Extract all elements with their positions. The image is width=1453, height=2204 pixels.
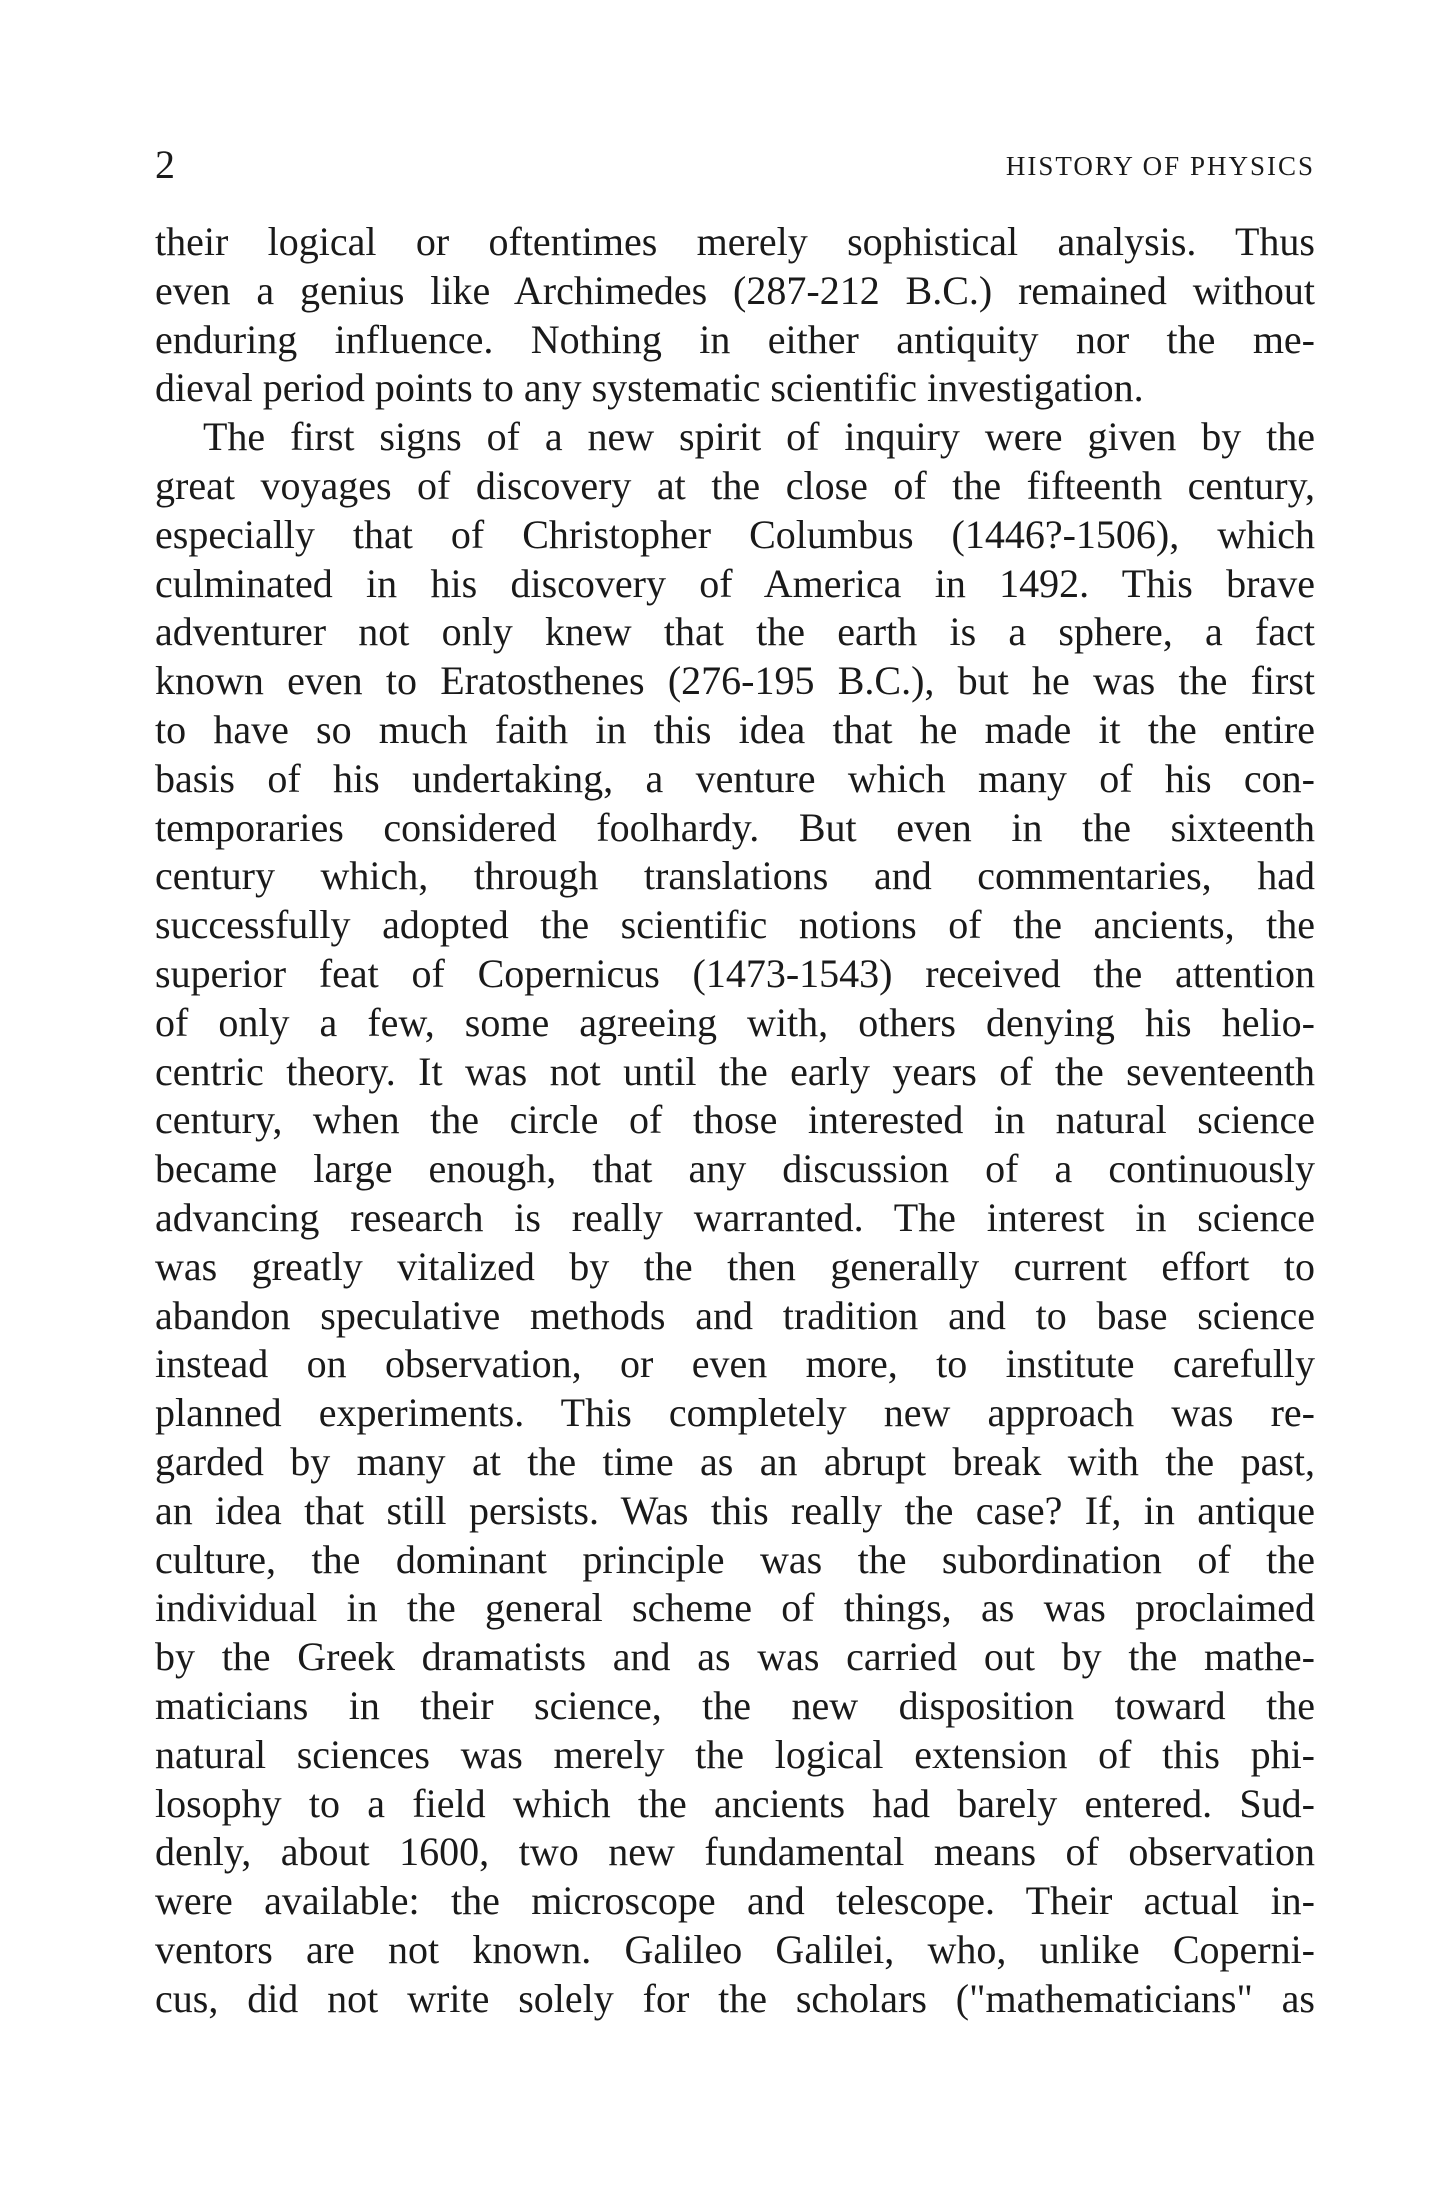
body-text: [155, 218, 1315, 2023]
page-number: 2: [155, 142, 175, 187]
text-line: culminated in his discovery of America in 1492. This brave: [155, 560, 1315, 606]
text-line: dieval period points to any systematic scientific investigation.: [155, 365, 1144, 411]
text-line: their logical or oftentimes merely sophistical analysis. Thus: [155, 219, 1315, 264]
text-line: became large enough, that any discussion of a continuously: [155, 1146, 1315, 1192]
text-line: maticians in their science, the new disposition toward the: [155, 1682, 1315, 1728]
text-line: especially that of Christopher Columbus (1446?-1506), which: [155, 511, 1315, 557]
running-title: HISTORY OF PHYSICS: [1005, 151, 1315, 181]
text-line: century, when the circle of those interested in natural science: [155, 1097, 1315, 1143]
text-line: natural sciences was merely the logical extension of this phi-: [155, 1731, 1315, 1777]
text-line: to have so much faith in this idea that he made it the entire: [155, 706, 1315, 752]
text-line: adventurer not only knew that the earth is a sphere, a fact: [155, 609, 1315, 655]
text-line: centric theory. It was not until the early years of the seventeenth: [155, 1048, 1315, 1094]
text-line: was greatly vitalized by the then generally current effort to: [155, 1243, 1315, 1289]
text-line: basis of his undertaking, a venture which many of his con-: [155, 755, 1315, 801]
text-line: planned experiments. This completely new approach was re-: [155, 1390, 1315, 1436]
text-line: losophy to a field which the ancients had barely entered. Sud-: [155, 1780, 1315, 1826]
text-line: The first signs of a new spirit of inquiry were given by the: [203, 414, 1315, 460]
text-line: century which, through translations and commentaries, had: [155, 853, 1315, 899]
text-line: ventors are not known. Galileo Galilei, who, unlike Coperni-: [155, 1926, 1315, 1972]
text-line: advancing research is really warranted. The interest in science: [155, 1194, 1315, 1240]
text-line: culture, the dominant principle was the subordination of the: [155, 1536, 1315, 1582]
text-line: great voyages of discovery at the close of the fifteenth century,: [155, 462, 1315, 508]
text-line: instead on observation, or even more, to institute carefully: [155, 1341, 1315, 1387]
text-line: abandon speculative methods and tradition and to base science: [155, 1292, 1315, 1338]
text-line: garded by many at the time as an abrupt break with the past,: [155, 1438, 1315, 1484]
text-line: successfully adopted the scientific notions of the ancients, the: [155, 902, 1315, 948]
text-line: cus, did not write solely for the scholars ("mathematicians" as: [155, 1975, 1315, 2021]
text-line: an idea that still persists. Was this really the case? If, in antique: [155, 1487, 1315, 1533]
text-line: by the Greek dramatists and as was carried out by the mathe-: [155, 1634, 1315, 1680]
text-line: of only a few, some agreeing with, others denying his helio-: [155, 999, 1315, 1045]
text-line: temporaries considered foolhardy. But even in the sixteenth: [155, 804, 1315, 850]
text-line: superior feat of Copernicus (1473-1543) received the attention: [155, 950, 1315, 996]
text-line: were available: the microscope and telescope. Their actual in-: [155, 1878, 1315, 1924]
text-line: individual in the general scheme of things, as was proclaimed: [155, 1585, 1315, 1631]
running-head: [155, 140, 1315, 190]
text-line: even a genius like Archimedes (287-212 B.C.) remained without: [155, 267, 1315, 313]
text-line: known even to Eratosthenes (276-195 B.C.), but he was the first: [155, 658, 1315, 704]
text-line: denly, about 1600, two new fundamental means of observation: [155, 1829, 1315, 1875]
text-line: enduring influence. Nothing in either antiquity nor the me-: [155, 316, 1315, 362]
